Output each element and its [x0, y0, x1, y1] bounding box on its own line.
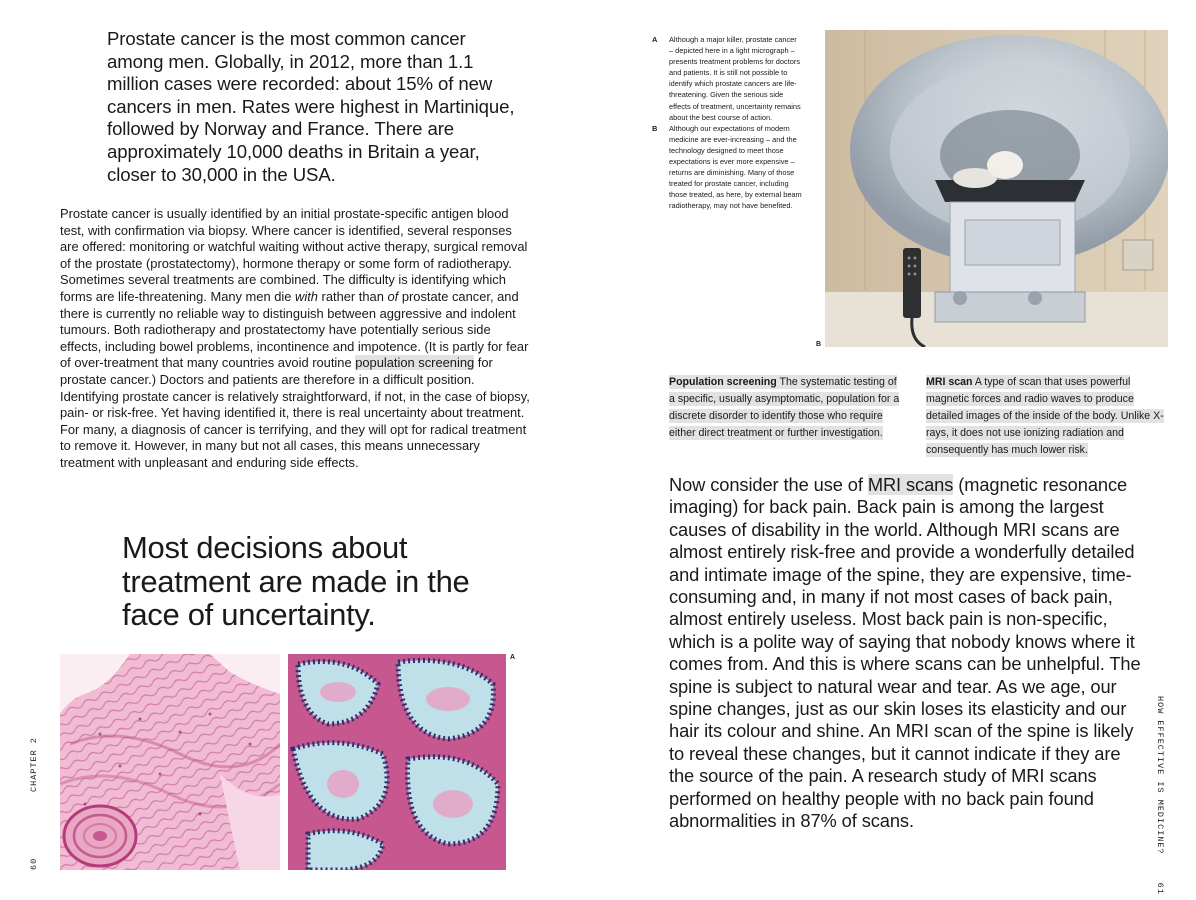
glossary-term-link[interactable]: population screening: [355, 355, 475, 371]
figure-captions: [652, 34, 802, 212]
radiotherapy-photo: [825, 30, 1168, 347]
emphasis-with: with: [295, 288, 318, 304]
glossary-entry-population-screening: [669, 374, 901, 442]
page-number-left: 60: [29, 857, 39, 870]
glossary-term-link[interactable]: MRI scans: [867, 474, 954, 495]
glossary-definition: A type of scan that uses powerful magnetic forces and radio waves to produce detailed images of the inside of the body. Unlike X-rays, it does not use ionizing radiation and consequently has much lower risk.: [926, 376, 1164, 456]
caption-key: A: [652, 35, 658, 44]
micrograph-image-glands: [288, 654, 506, 870]
glossary-term: MRI scan: [926, 376, 973, 388]
emphasis-of: of: [387, 288, 399, 304]
right-margin-running-head: [1155, 696, 1165, 895]
caption-text: Although our expectations of modern medicine are ever-increasing – and the technology designed to meet those expectations is ever more expensive – returns are diminishing. Many of those treated for prostate cancer, including those treated, as here, by external beam radiotherapy, may not have benefited.: [669, 123, 802, 211]
figure-label-a: A: [510, 654, 516, 661]
main-text-2: (magnetic resonance imaging) for back pain. Back pain is among the largest causes of disability in the world. Although MRI scans are almost entirely risk-free and provide a wonderfully detailed and intimate image of the spine, they are expensive, time-consuming and, in many if not most cases of back pain, almost entirely useless. Most back pain is non-specific, which is a polite way of saying that nobody knows where it comes from. And this is where scans can be unhelpful. The spine is subject to natural wear and tear. As we age, our spine changes, just as our skin loses its elasticity and our hair its colour and shine. An MRI scan of the spine is likely to reveal these changes, but it cannot indicate if they are the source of the pain. A research study of MRI scans performed on healthy people with no back pain found abnormalities in 87% of scans.: [669, 474, 1141, 832]
main-paragraph: [669, 474, 1144, 833]
glossary-definition: The systematic testing of a specific, usually asymptomatic, population for a discrete disorder to identify those who require either direct treatment or further investigation.: [669, 376, 900, 439]
caption-a: [652, 34, 802, 123]
body-text-3: prostate cancer, and there is currently no reliable way to distinguish between aggressive and indolent tumours. Both radiotherapy and prostatectomy have potentially serious side effects, including bowel problems, incontinence and impotence. (It is partly for fear of over-treatment that many countries avoid routine: [60, 288, 529, 371]
body-text-1: Prostate cancer is usually identified by an initial prostate-specific antigen blood test, with confirmation via biopsy. Where cancer is identified, several responses are offered: monitoring or watchful waiting without active therapy, surgical removal of the prostate (prostatectomy), hormone therapy or some form of radiotherapy. Sometimes several treatments are combined. The difficulty is identifying which forms are life-threatening. Many men die: [60, 206, 528, 304]
micrograph-image-stroma: [60, 654, 280, 870]
main-text-1: Now consider the use of: [669, 474, 868, 495]
glossary-term: Population screening: [669, 376, 777, 388]
caption-b: [652, 123, 802, 212]
chapter-label: CHAPTER 2: [29, 737, 39, 792]
left-margin-running-head: [29, 737, 39, 870]
figure-label-b: B: [816, 341, 822, 348]
glossary-entry-mri-scan: [926, 374, 1171, 459]
page-number-right: 61: [1155, 882, 1165, 895]
book-section-title: HOW EFFECTIVE IS MEDICINE?: [1155, 696, 1165, 855]
caption-text: Although a major killer, prostate cancer – depicted here in a light micrograph – presents treatment problems for doctors and patients. It is still not possible to identify which prostate cancers are life-threatening. Given the serious side effects of treatment, uncertainty remains about the best course of action.: [669, 35, 801, 122]
body-text-4: for prostate cancer.) Doctors and patients are therefore in a difficult position. Identifying prostate cancer is relatively straightforward, if not, in the case of biopsy, pain- or risk-free. Yet having identified it, there is real uncertainty about treatment. For many, a diagnosis of cancer is terrifying, and they will opt for radical treatment to remove it. However, in many but not all cases, this means unnecessary treatment with unpleasant and enduring side effects.: [60, 355, 530, 470]
body-paragraph: [60, 206, 530, 472]
body-text-2: rather than: [317, 288, 388, 304]
pull-quote: Most decisions about treatment are made in the face of uncertainty.: [122, 530, 470, 632]
caption-key: B: [652, 123, 658, 133]
lead-paragraph: Prostate cancer is the most common cancer among men. Globally, in 2012, more than 1.1 million cases were recorded: about 15% of new cancers in men. Rates were highest in Martinique, followed by Norway and France. There are approximately 10,000 deaths in Britain a year, closer to 30,000 in the USA.: [107, 28, 515, 185]
